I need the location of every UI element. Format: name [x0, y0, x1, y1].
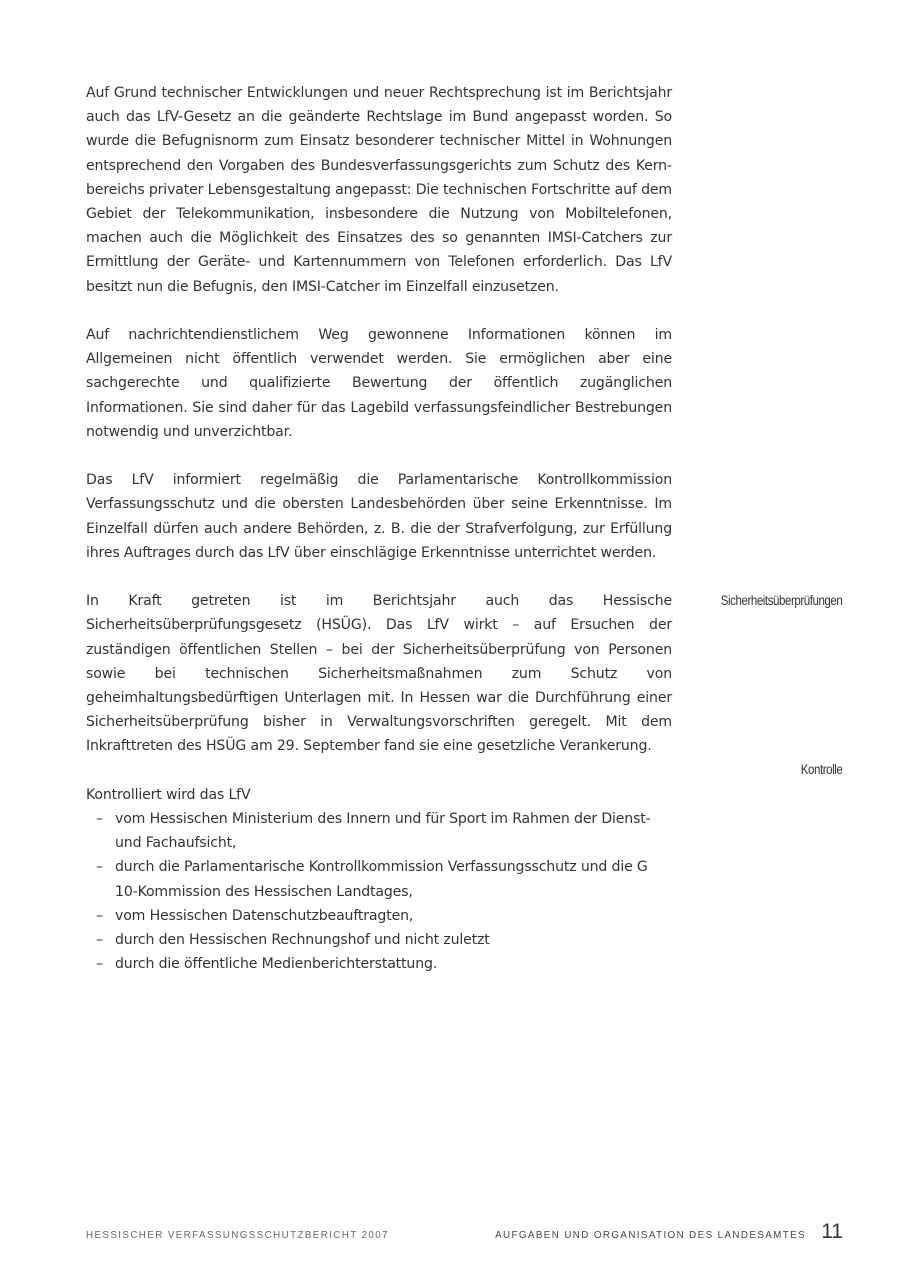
list-item-text: durch die Parlamentarische Kontrollkommission Verfassungsschutz und die G 10-Kommission des Hessischen Landtages,	[115, 859, 648, 900]
main-text-column	[86, 81, 672, 976]
footer-chapter-title: AUFGABEN UND ORGANISATION DES LANDESAMTES	[495, 1230, 806, 1241]
page-number: 11	[821, 1220, 843, 1243]
control-section	[86, 783, 672, 977]
list-item	[86, 904, 672, 928]
list-item-text: vom Hessischen Ministerium des Innern und für Sport im Rahmen der Dienst- und Fachaufsicht,	[115, 811, 651, 852]
list-item	[86, 928, 672, 952]
paragraph-intelligence-information: Auf nachrichtendienstlichem Weg gewonnene Informationen können im Allgemeinen nicht öffentlich verwendet werden. Sie ermöglichen aber eine sachgerechte und qualifizierte Bewertung der öffentlich zugänglichen Informationen. Sie sind daher für das Lagebild verfassungsfeindlicher Bestrebungen notwendig und unverzichtbar.	[86, 327, 672, 440]
list-item-text: durch die öffentliche Medienberichterstattung.	[115, 956, 438, 973]
control-list-intro: Kontrolliert wird das LfV	[86, 786, 251, 803]
list-item	[86, 807, 672, 855]
dash-bullet: –	[96, 932, 103, 949]
list-item	[86, 952, 672, 976]
paragraph-security-checks: In Kraft getreten ist im Berichtsjahr auch das Hessische Sicherheitsüberprüfungsgesetz (HSÜG). Das LfV wirkt – auf Ersuchen der zuständigen öffentlichen Stellen – bei der Sicherheitsüberprüfung von Personen sowie bei technischen Sicherheitsmaßnahmen zum Schutz von geheimhaltungsbedürftigen Unterlagen mit. In Hessen war die Durchführung einer Sicherheitsüberprüfung bisher in Verwaltungsvorschriften geregelt. Mit dem Inkrafttreten des HSÜG am 29. September fand sie eine gesetzliche Verankerung.	[86, 593, 672, 755]
paragraph-lfv-law: Auf Grund technischer Entwicklungen und neuer Rechtsprechung ist im Berichtsjahr auch das LfV-Gesetz an die geänderte Rechtslage im Bund angepasst worden. So wurde die Befugnisnorm zum Einsatz besonderer technischer Mittel in Wohnungen entsprechend den Vorgaben des Bundesverfassungsgerichts zum Schutz des Kernbereichs privater Lebensgestaltung angepasst: Die technischen Fortschritte auf dem Gebiet der Telekommunikation, insbesondere die Nutzung von Mobiltelefonen, machen auch die Möglichkeit des Einsatzes des so genannten IMSI-Catchers zur Ermittlung der Geräte- und Kartennummern von Telefonen erforderlich. Das LfV besitzt nun die Befugnis, den IMSI-Catcher im Einzelfall einzusetzen.	[86, 85, 672, 295]
list-item-text: durch den Hessischen Rechnungshof und nicht zuletzt	[115, 932, 490, 949]
dash-bullet: –	[96, 811, 103, 828]
footer-publication-title: HESSISCHER VERFASSUNGSSCHUTZBERICHT 2007	[86, 1230, 389, 1241]
control-list	[86, 807, 672, 976]
list-item-text: vom Hessischen Datenschutzbeauftragten,	[115, 907, 414, 924]
list-item	[86, 855, 672, 903]
paragraph-reporting: Das LfV informiert regelmäßig die Parlamentarische Kontrollkommission Verfassungsschutz und die obersten Landesbehörden über seine Erkenntnisse. Im Einzelfall dürfen auch andere Behörden, z. B. die der Strafverfolgung, zur Erfüllung ihres Auftrages durch das LfV über einschlägige Erkenntnisse unterrichtet werden.	[86, 472, 672, 561]
dash-bullet: –	[96, 907, 103, 924]
dash-bullet: –	[96, 956, 103, 973]
margin-note-security-checks: Sicherheitsüberprüfungen	[720, 593, 842, 608]
margin-note-control: Kontrolle	[800, 762, 842, 777]
dash-bullet: –	[96, 859, 103, 876]
